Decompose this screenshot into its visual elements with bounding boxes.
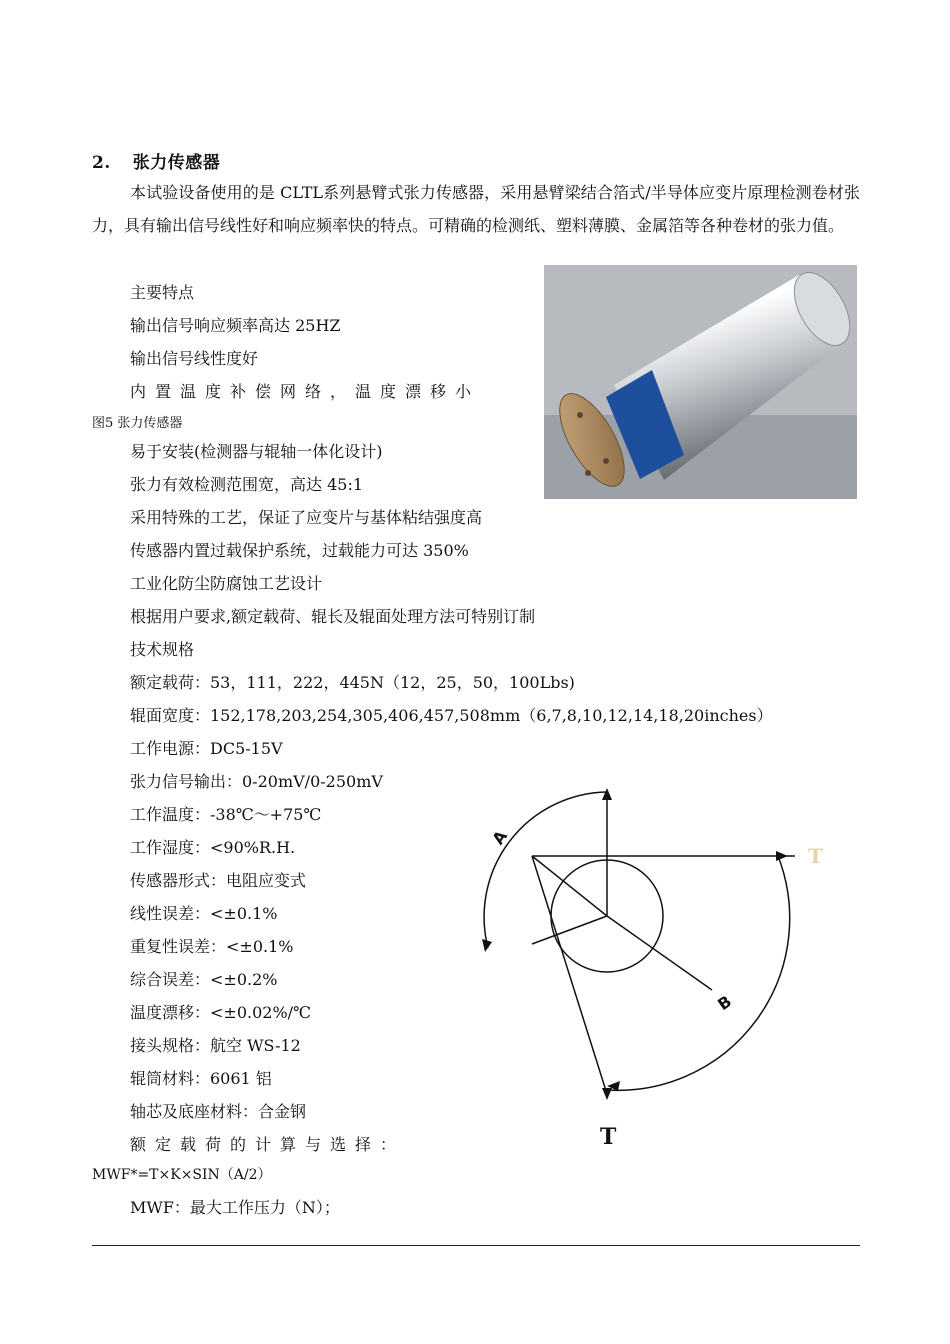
footer-rule [92,1245,860,1246]
spec-item: 重复性误差：<±0.1% [130,937,294,956]
specs-title: 技术规格 [130,640,195,659]
arc-b [607,856,790,1090]
arrow-right-icon [776,851,788,861]
calc-heading: 额定载荷的计算与选择： [130,1135,406,1154]
spec-item: 线性误差：<±0.1% [130,904,278,923]
tension-line-bottom [532,856,607,1094]
arc-a [484,792,607,948]
label-t-bottom: T [600,1124,617,1150]
feature-item: 内置温度补偿网络，温度漂移小 [130,382,481,401]
calc-formula: MWF*=T×K×SIN（A/2） [92,1167,272,1183]
section-number: 2. [92,153,111,173]
feature-item: 输出信号响应频率高达 25HZ [130,316,341,335]
spec-item: 工作温度：-38℃～+75℃ [130,805,322,824]
intro-paragraph: 本试验设备使用的是 CLTL系列悬臂式张力传感器，采用悬臂梁结合箔式/半导体应变片原理检测卷材张力，具有输出信号线性好和响应频率快的特点。可精确的检测纸、塑料薄膜、金属箔等各种卷材的张力值。 [92,183,860,235]
spec-item: 轴芯及底座材料：合金钢 [130,1102,307,1121]
feature-item: 工业化防尘防腐蚀工艺设计 [130,574,323,593]
feature-item: 张力有效检测范围宽，高达 45:1 [130,475,364,494]
section-heading [92,148,220,173]
spec-item: 综合误差：<±0.2% [130,970,278,989]
spec-item: 辊筒材料：6061 铝 [130,1069,272,1088]
feature-item: 传感器内置过载保护系统，过载能力可达 350% [130,541,469,560]
wrap-angle-diagram [470,770,850,1160]
mwf-definition: MWF：最大工作压力（N）； [130,1198,340,1217]
feature-item: 采用特殊的工艺，保证了应变片与基体粘结强度高 [130,508,483,527]
section-title: 张力传感器 [132,153,221,173]
figure-caption: 图5 张力传感器 [92,416,183,431]
label-a: A [488,827,512,849]
spec-item: 张力信号输出：0-20mV/0-250mV [130,772,383,791]
tension-sensor-photo [544,265,857,499]
spec-item: 辊面宽度：152,178,203,254,305,406,457,508mm（6,7,8,10,12,14,18,20inches） [130,706,773,725]
spec-item: 接头规格：航空 WS-12 [130,1036,301,1055]
arrow-down-icon [602,1088,612,1100]
feature-item: 根据用户要求,额定载荷、辊长及辊面处理方法可特别订制 [130,607,536,626]
label-b: B [714,991,735,1015]
label-t-right: T [808,844,823,868]
feature-item: 输出信号线性度好 [130,349,259,368]
spec-item: 工作湿度：<90%R.H. [130,838,296,857]
spec-item: 额定载荷：53，111，222，445N（12，25，50，100Lbs) [130,673,575,692]
features-title: 主要特点 [130,283,195,302]
spec-item: 传感器形式：电阻应变式 [130,871,307,890]
spec-item: 温度漂移：<±0.02%/℃ [130,1003,311,1022]
feature-item: 易于安装(检测器与辊轴一体化设计) [130,442,383,461]
spec-item: 工作电源：DC5-15V [130,739,283,758]
